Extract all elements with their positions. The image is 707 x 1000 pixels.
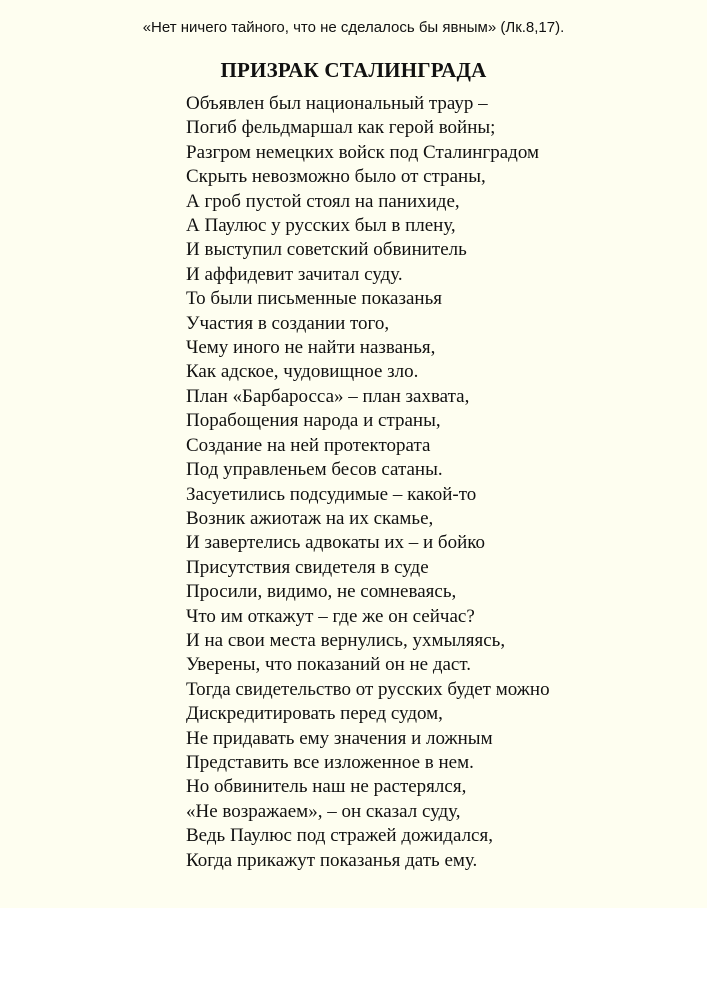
poem-line: Как адское, чудовищное зло. [186,361,419,383]
poem-line: Засуетились подсудимые – какой-то [186,483,477,505]
poem-line: План «Барбаросса» – план захвата, [186,385,470,407]
poem-line: И завертелись адвокаты их – и бойко [186,532,486,554]
poem-line: Дискредитировать перед судом, [186,703,443,725]
poem-line: И на свои места вернулись, ухмыляясь, [186,629,506,651]
poem-line: Но обвинитель наш не растерялся, [186,776,467,798]
poem-line: Представить все изложенное в нем. [186,751,474,773]
poem-line: Присутствия свидетеля в суде [186,556,429,578]
poem-line: А Паулюс у русских был в плену, [186,215,456,237]
poem-line: Когда прикажут показанья дать ему. [186,849,478,871]
poem-line: То были письменные показанья [186,288,442,310]
poem-line: Тогда свидетельство от русских будет можно [186,678,550,700]
poem-line: Порабощения народа и страны, [186,410,441,432]
poem-line: Погиб фельдмаршал как герой войны; [186,117,496,139]
poem-line: «Не возражаем», – он сказал суду, [186,800,461,822]
poem-line: Что им откажут – где же он сейчас? [186,605,475,627]
poem-line: Под управленьем бесов сатаны. [186,459,443,481]
poem-line: Участия в создании того, [186,312,390,334]
poem-line: Создание на ней протектората [186,434,431,456]
poem-line: Ведь Паулюс под стражей дожидался, [186,825,493,847]
poem-line: Объявлен был национальный траур – [186,93,488,114]
poem-line: И аффидевит зачитал суду. [186,263,403,285]
poem-line: Скрыть невозможно было от страны, [186,166,486,188]
poem-line: Возник ажиотаж на их скамье, [186,507,434,529]
poem-line: Уверены, что показаний он не даст. [186,654,471,676]
poem-line: И выступил советский обвинитель [186,239,467,261]
poem-line: Чему иного не найти названья, [186,337,436,359]
epigraph: «Нет ничего тайного, что не сделалось бы явным» (Лк.8,17). [142,19,565,36]
poem-line: А гроб пустой стоял на панихиде, [186,190,460,212]
poem-body [186,92,686,873]
poem-line: Не придавать ему значения и ложным [186,727,493,749]
poem-title: ПРИЗРАК СТАЛИНГРАДА [220,58,487,82]
poem-line: Просили, видимо, не сомневаясь, [186,581,457,603]
poem-line: Разгром немецких войск под Сталинградом [186,141,539,163]
